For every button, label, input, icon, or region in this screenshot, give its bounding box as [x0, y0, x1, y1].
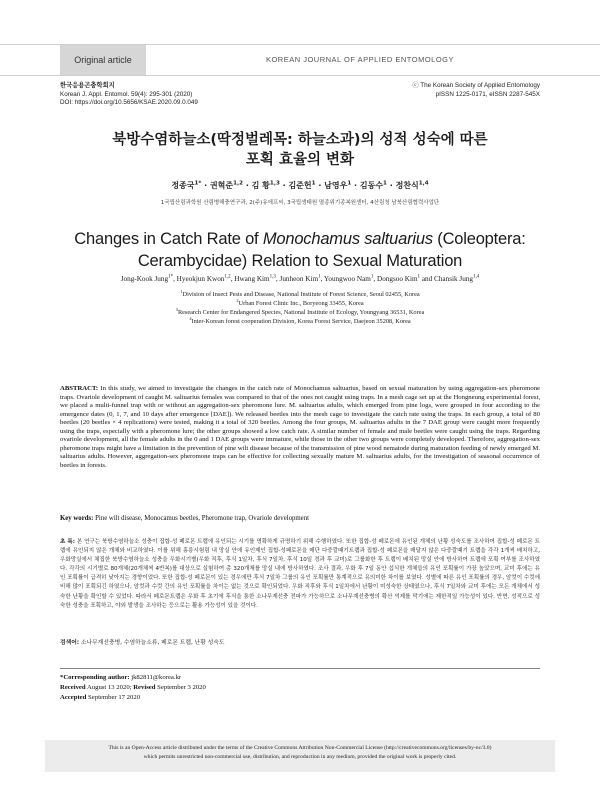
abstract — [60, 385, 540, 470]
affiliation-2: $^2$Urban Forest Clinic Inc., Boryeong 33455, Korea — [236, 297, 364, 307]
issn: pISSN 1225-0171, eISSN 2287-545X — [435, 90, 540, 98]
license-line1: This is an Open-Access article distributed under the terms of the Creative Commons Attribution Non-Commercial License (http://creativecommons.org/licenses/by-nc/3.0) — [108, 745, 492, 751]
ko-author-7: 정찬식 — [395, 181, 419, 190]
en-author-sep: , — [230, 275, 235, 283]
accepted-date: September 17 2020 — [88, 694, 141, 701]
ko-author-6-sup: 1 — [383, 180, 387, 187]
korean-title-line2: 포획 효율의 변화 — [245, 152, 355, 168]
correspondence-block — [60, 668, 540, 703]
species-name: Monochamus saltuarius — [262, 230, 433, 248]
journal-header-bar — [0, 44, 600, 76]
en-author-6: Dongsoo Kim — [377, 275, 418, 283]
en-author-5: Youngwoo Nam — [323, 275, 371, 283]
doi[interactable]: DOI: https://doi.org/10.5656/KSAE.2020.09.0.049 — [60, 99, 198, 107]
en-author-1: Jong-Kook Jung — [120, 275, 169, 283]
korean-authors — [60, 180, 540, 191]
ko-author-4-sup: 1 — [311, 180, 316, 187]
affiliation-3: $^3$Research Center for Endangered Species, National Institute of Ecology, Youngyang 36531, Korea — [175, 306, 425, 316]
en-author-sep: , — [275, 275, 280, 283]
english-title-part2: (Coleoptera: — [432, 230, 526, 248]
keywords — [60, 515, 540, 522]
korean-keywords-heading: 검색어: — [60, 640, 80, 646]
ko-author-5-sup: 1 — [347, 180, 352, 187]
en-author-3: Hwang Kim — [234, 275, 270, 283]
en-author-4-sup: 1 — [318, 274, 321, 280]
ko-author-sep: · — [243, 181, 252, 190]
abstract-text: In this study, we aimed to investigate the changes in the catch rate of Monochamus saltuarius, based on sexual maturation by using aggregation-sex pheromone traps. Ovariole development of caught M. saltuarius females was compared to that of the ones not caught using traps. In a mesh cage set up at the Hongneung experimental forest, we placed a multi-funnel trap with or without an aggregation-sex pheromone lure. M. saltuarius adults, which emerged from pine logs, were grouped in four according to the emergence dates (0, 1, 7, and 10 days after emergence [DAE]). We released beetles into the mesh cage to investigate the catch rate using the traps. In each group, a total of 80 beetles (20 beetles × 4 replications) were tested, making it a total of 320 beetles. Among the four groups, M. saltuarius adults in the 7 DAE group were caught more frequently using the traps, especially with a pheromone lure; the other groups showed a low catch rate. A similar number of female and male beetles were caught using the traps. Regarding ovariole development, all the female adults in the 0 and 1 DAE groups were immature, while those in the other two groups were completely developed. Therefore, aggregation-sex pheromone traps might have a limitation in the prevention of pine wilt disease because of the transmission of pine wood nematode during maturation feeding of newly emerged M. saltuarius adults. However, aggregation-sex pheromone traps can be effective for collecting sexually mature M. saltuarius adults, for the investigation of seasonal occurrence of beetles in forests. — [60, 385, 541, 469]
corresponding-author-label: *Corresponding author: — [60, 674, 130, 681]
ko-author-sep: · — [279, 181, 289, 190]
english-authors — [60, 275, 540, 283]
en-author-2: Hyeokjun Kwon — [176, 275, 225, 283]
citation: Korean J. Appl. Entomol. 59(4): 295-301 (2020) — [60, 90, 193, 98]
ko-author-6: 김동수 — [359, 181, 384, 190]
korean-keywords-text: 소나무재선충병, 수염하늘소류, 페로몬 트랩, 난황 성숙도 — [80, 640, 225, 646]
ko-author-7-sup: 1,4 — [418, 180, 429, 187]
korean-abstract — [60, 538, 540, 611]
english-title — [60, 228, 540, 272]
korean-title-line1: 북방수염하늘소(딱정벌레목: 하늘소과)의 성적 성숙에 따른 — [112, 132, 488, 148]
revised-label: Revised — [133, 684, 156, 691]
affiliation-1: $^1$Division of Insect Pests and Disease, National Institute of Forest Science, Seoul 02455, Korea — [180, 288, 420, 298]
en-author-sep: , — [173, 275, 177, 283]
accepted-label: Accepted — [60, 694, 87, 701]
revised-date: September 3 2020 — [157, 684, 206, 691]
en-author-2-sup: 1,2 — [224, 274, 231, 280]
english-title-line2: Cerambycidae) Relation to Sexual Maturation — [137, 252, 463, 270]
affiliation-4: $^4$Inter-Korean forest cooperation Division, Korea Forest Service, Daejeon 35208, Korea — [189, 315, 411, 325]
ko-author-sep: · — [351, 181, 360, 190]
copyright: ⓒ The Korean Society of Applied Entomology — [412, 82, 540, 89]
license-line2: which permits unrestricted non-commercial use, distribution, and reproduction in any medium, provided the original work is properly cited. — [143, 754, 457, 760]
english-title-part1: Changes in Catch Rate of — [74, 230, 263, 248]
en-author-3-sup: 1,3 — [269, 274, 276, 280]
corresponding-email[interactable]: jk82811@korea.kr — [131, 674, 182, 681]
korean-keywords — [60, 637, 540, 646]
en-author-7-sup: 1,4 — [472, 274, 480, 280]
en-author-sep: , — [320, 275, 324, 283]
article-type-label: Original article — [60, 45, 146, 75]
keywords-heading: Key words: — [60, 515, 94, 522]
received-label: Received — [60, 684, 86, 691]
ko-author-3: 김 황 — [251, 181, 270, 190]
english-affiliations — [60, 290, 540, 326]
ko-author-sep: · — [386, 181, 396, 190]
license-notice — [45, 740, 555, 772]
received-date: August 13 2020; — [86, 684, 132, 691]
ko-author-2: 권혁준 — [209, 181, 234, 190]
ko-author-1: 정종국 — [171, 181, 195, 190]
ko-author-1-sup: 1* — [194, 180, 202, 187]
copyright-block — [412, 82, 540, 99]
en-author-7: Chansik Jung — [434, 275, 473, 283]
abstract-heading: ABSTRACT: — [60, 385, 99, 392]
en-author-6-sup: 1 — [417, 274, 421, 280]
en-author-1-sup: 1* — [168, 274, 174, 280]
ko-author-4: 김준헌 — [288, 181, 312, 190]
ko-author-sep: · — [315, 181, 325, 190]
keywords-text: Pine wilt disease, Monocamus beetles, Pheromone trap, Ovariole development — [95, 515, 309, 522]
journal-name: KOREAN JOURNAL OF APPLIED ENTOMOLOGY — [265, 55, 455, 64]
en-author-5-sup: 1 — [370, 274, 374, 280]
korean-abstract-heading: 초 록: — [60, 539, 75, 545]
korean-title — [60, 130, 540, 170]
ko-author-2-sup: 1,2 — [233, 180, 244, 187]
en-author-4: Junheon Kim — [279, 275, 319, 283]
korean-abstract-text: 본 연구는 북방수염하늘소 성충이 집합-성 페로몬 트랩에 유인되는 시기를 명확하게 규명하기 위해 수행하였다. 또한 집합-성 페로몬에 유인된 개체의 난황 성숙도를 조사하여 집합-성 페로몬 트랩에 유인되지 않은 개체와 비교하였다. 이를 위해 홍릉시험림 내 망실 안에 유인제인 집합-성페로몬을 매단 다중깔때기트랩과 집합-성 페로몬을 매달지 않은 다중깔때기 트랩을 각각 1개씩 배치하고, 우화망실에서 채집한 북방수염하늘소 성충을 우화시기별(우화 직후, 후식 1일차, 후식 7일차, 후식 10일 경과 후 교미)로 그룹화한 후 트랩이 배치된 망실 안에 방사하여 트랩에 포획 여부를 조사하였다. 각각의 시기별로 80개체(20개체씩 4반복)를 대상으로 실험하여 총 320개체를 망실 내에 방사하였다. 조사 결과, 우화 후 7일 동안 섭식한 개체들의 유인 포획률이 가장 높았으며, 교미 후에는 유인 포획률이 급격히 낮아지는 경향이었다. 또한 집합-성 페로몬이 있는 경우에만 후식 7일차 그룹의 유인 포획률만 통계적으로 유의미한 차이를 보였다. 성별에 따른 유인 포획률의 경우, 암컷이 수컷에 비해 많이 포획되긴 하였으나, 암컷과 수컷 간의 유인 포획률을 차이는 없는 것으로 확인되었다. 우화 직후와 후식 1일차에서 난황이 미성숙한 상태였으나, 후식 7일차와 교미 후에는 모든 개체에서 성숙한 난황을 확인할 수 있었다. 따라서 페로몬트랩은 우화 후 초기에 후식을 통한 소나무재선충 전파가 가능하므로 소나무재선충병의 확산 억제를 막기에는 제한적일 가능성이 있다. 반면, 성적으로 성숙한 성충을 포획하고, 야외 발생을 조사하는 등으로는 활용 가능성이 있을 것이다. — [60, 539, 541, 609]
journal-name-ko: 한국응용곤충학회지 — [60, 82, 115, 89]
citation-block — [60, 82, 198, 108]
en-author-sep: , — [373, 275, 377, 283]
en-author-and: and — [420, 275, 435, 283]
ko-author-3-sup: 1,3 — [269, 180, 280, 187]
korean-affiliations: 1국립산림과학원 산림병해충연구과, 2(주)유에프씨, 3국립생태원 멸종위기종복원센터, 4산림청 남북산림협력사업단 — [160, 200, 440, 206]
ko-author-sep: · — [201, 181, 210, 190]
ko-author-5: 남영우 — [324, 181, 348, 190]
